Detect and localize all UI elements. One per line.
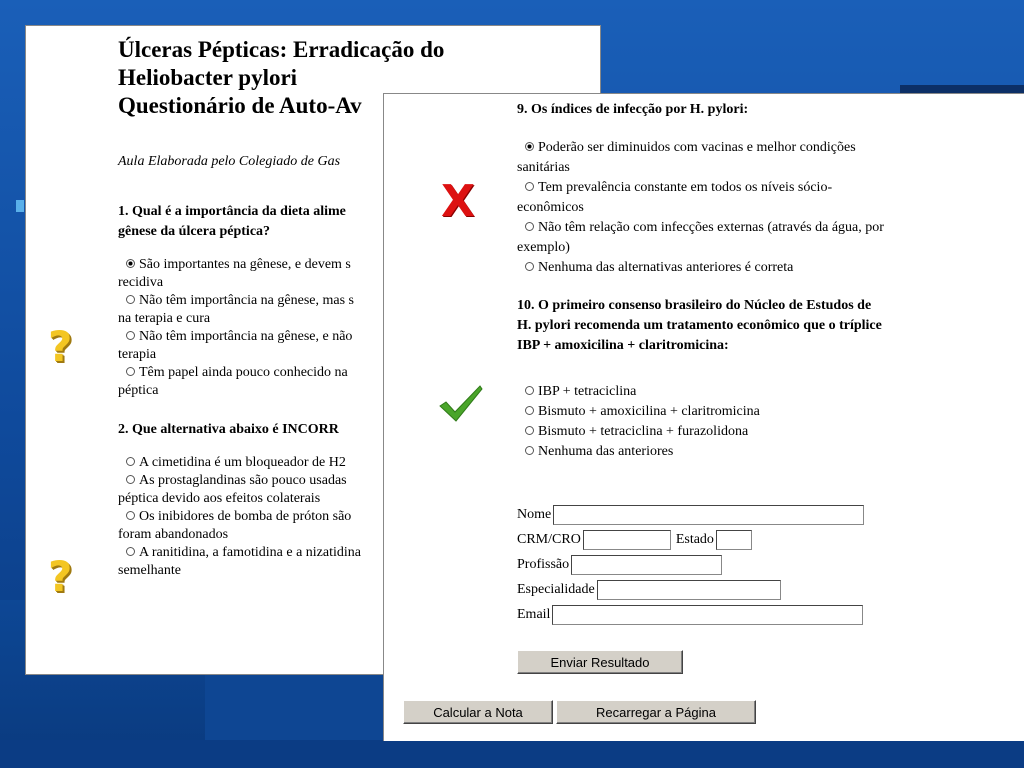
question-10-title [517,296,957,356]
radio-icon[interactable] [525,406,534,415]
especialidade-label: Especialidade [517,581,595,597]
question-10-option-3[interactable] [517,422,957,442]
radio-icon[interactable] [126,475,135,484]
option-text: Não têm importância na gênese, mas s [139,293,354,308]
background-accent-tick [16,200,24,212]
radio-selected-icon[interactable] [525,142,534,151]
option-text-cont: péptica devido aos efeitos colaterais [118,491,321,506]
form-row-nome [517,502,864,527]
option-text: A cimetidina é um bloqueador de H2 [139,455,346,470]
enviar-resultado-button[interactable]: Enviar Resultado [517,650,683,674]
question-10-options [517,382,957,462]
estado-input[interactable] [716,530,752,550]
option-text: Nenhuma das anteriores [538,444,674,459]
question-mark-icon: ? [48,322,73,371]
option-text: Os inibidores de bomba de próton são [139,509,352,524]
radio-icon[interactable] [126,331,135,340]
option-text-cont: sanitárias [517,160,570,175]
option-text: Tem prevalência constante em todos os níveis sócio- [538,180,833,195]
question-9-options [517,138,957,278]
question-9-option-2[interactable] [517,178,957,218]
radio-selected-icon[interactable] [126,259,135,268]
nome-input[interactable] [553,505,864,525]
question-1-title-line-1: 1. Qual é a importância da dieta alime [118,204,346,219]
wrong-x-icon: X [441,176,475,227]
question-9-title: 9. Os índices de infecção por H. pylori: [517,102,749,117]
profissao-input[interactable] [571,555,722,575]
option-text: Poderão ser diminuidos com vacinas e melhor condições [538,140,856,155]
option-text: Não têm relação com infecções externas (através da água, por [538,220,884,235]
option-text-cont: econômicos [517,200,584,215]
background-strip-bottom [0,740,1024,768]
option-text: Não têm importância na gênese, e não [139,329,353,344]
option-text: A ranitidina, a famotidina e a nizatidina [139,545,361,560]
profissao-label: Profissão [517,556,570,572]
radio-icon[interactable] [525,262,534,271]
radio-icon[interactable] [126,295,135,304]
question-9-option-4[interactable] [517,258,957,278]
option-text: Bismuto + tetraciclina + furazolidona [538,424,749,439]
page-title-line-3: Questionário de Auto-Av [118,93,362,118]
option-text: São importantes na gênese, e devem s [139,257,351,272]
option-text-cont: recidiva [118,275,164,290]
option-text-cont: exemplo) [517,240,570,255]
option-text-cont: péptica [118,383,159,398]
especialidade-input[interactable] [597,580,781,600]
option-text-cont: na terapia e cura [118,311,211,326]
question-2-title: 2. Que alternativa abaixo é INCORR [118,422,339,437]
question-1-title-line-2: gênese da úlcera péptica? [118,224,271,239]
option-text: Bismuto + amoxicilina + claritromicina [538,404,760,419]
question-10-option-2[interactable] [517,402,957,422]
radio-icon[interactable] [525,426,534,435]
question-10-title-line-2: H. pylori recomenda um tratamento econômico que o tríplice [517,318,882,333]
question-10-option-4[interactable] [517,442,957,462]
radio-icon[interactable] [525,386,534,395]
option-text: Nenhuma das alternativas anteriores é correta [538,260,794,275]
form-row-especialidade [517,577,864,602]
question-10-title-line-3: IBP + amoxicilina + claritromicina: [517,338,729,353]
page-title-line-2: Heliobacter pylori [118,65,298,90]
question-9-option-1[interactable] [517,138,957,178]
page-title-line-1: Úlceras Pépticas: Erradicação do [118,37,445,62]
email-label: Email [517,606,551,622]
question-10-option-1[interactable] [517,382,957,402]
email-input[interactable] [552,605,863,625]
question-9-option-3[interactable] [517,218,957,258]
form-row-email [517,602,864,627]
question-10-title-line-1: 10. O primeiro consenso brasileiro do Núcleo de Estudos de [517,298,872,313]
correct-check-icon [438,384,484,424]
radio-icon[interactable] [525,446,534,455]
questionnaire-content-front [517,100,957,462]
estado-label: Estado [675,531,714,547]
calcular-nota-button[interactable]: Calcular a Nota [403,700,553,724]
crm-label: CRM/CRO [517,531,581,547]
form-row-crm [517,527,864,552]
option-text-cont: semelhante [118,563,181,578]
nome-label: Nome [517,506,552,522]
option-text: As prostaglandinas são pouco usadas [139,473,347,488]
radio-icon[interactable] [126,367,135,376]
result-form [517,502,864,627]
page-subtitle: Aula Elaborada pelo Colegiado de Gas [118,154,341,169]
radio-icon[interactable] [525,222,534,231]
option-text-cont: foram abandonados [118,527,229,542]
question-mark-icon: ? [48,552,73,601]
option-text: Têm papel ainda pouco conhecido na [139,365,348,380]
option-text-cont: terapia [118,347,157,362]
recarregar-pagina-button[interactable]: Recarregar a Página [556,700,756,724]
form-row-profissao [517,552,864,577]
radio-icon[interactable] [126,457,135,466]
radio-icon[interactable] [126,511,135,520]
radio-icon[interactable] [126,547,135,556]
option-text: IBP + tetraciclina [538,384,637,399]
crm-input[interactable] [583,530,671,550]
radio-icon[interactable] [525,182,534,191]
